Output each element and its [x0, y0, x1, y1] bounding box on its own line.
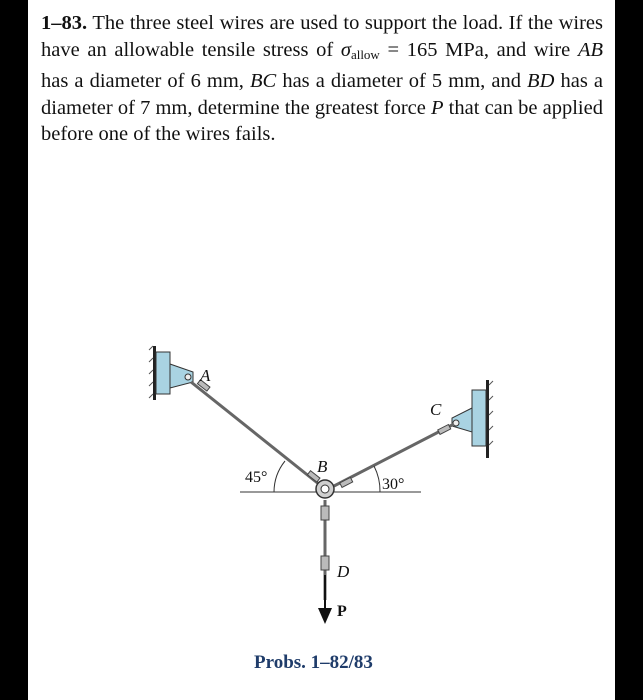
left-wall-support: [149, 346, 193, 400]
wire-diagram: [28, 0, 615, 700]
figure-caption: Probs. 1–82/83: [254, 652, 373, 673]
problem-text-5: has a diameter of 7 mm, determine the greatest force: [41, 70, 603, 119]
problem-text-2: = 165 MPa, and wire: [379, 38, 578, 61]
wire-bd-label: BD: [527, 70, 555, 92]
problem-number: 1–83.: [41, 12, 88, 34]
problem-text-1: The three steel wires are used to support the load. If the wires have an allowable tensile stress of: [41, 12, 603, 61]
sigma-symbol: σ: [340, 38, 351, 61]
angle-label-45: 45°: [245, 469, 268, 486]
label-b: B: [317, 457, 328, 476]
angle-arc-45: [274, 461, 285, 492]
problem-text-6: that can be applied before one of the wires fails.: [41, 96, 603, 145]
angle-arc-30: [374, 466, 380, 492]
ring-b: [316, 480, 334, 498]
wire-bc-label: BC: [250, 70, 277, 92]
label-a: A: [200, 366, 211, 385]
wire-ab-label: AB: [577, 38, 603, 61]
angle-label-30: 30°: [382, 476, 405, 493]
problem-text-4: has a diameter of 5 mm, and: [276, 70, 528, 92]
load-arrow-p: [318, 575, 332, 624]
label-c: C: [430, 400, 442, 419]
label-d: D: [337, 562, 350, 581]
sigma-subscript: allow: [350, 46, 380, 62]
right-wall-support: [452, 380, 493, 458]
label-p: P: [337, 603, 347, 620]
problem-text-3: has a diameter of 6 mm,: [41, 70, 251, 92]
force-symbol: P: [431, 96, 444, 119]
textbook-page: [28, 0, 615, 700]
